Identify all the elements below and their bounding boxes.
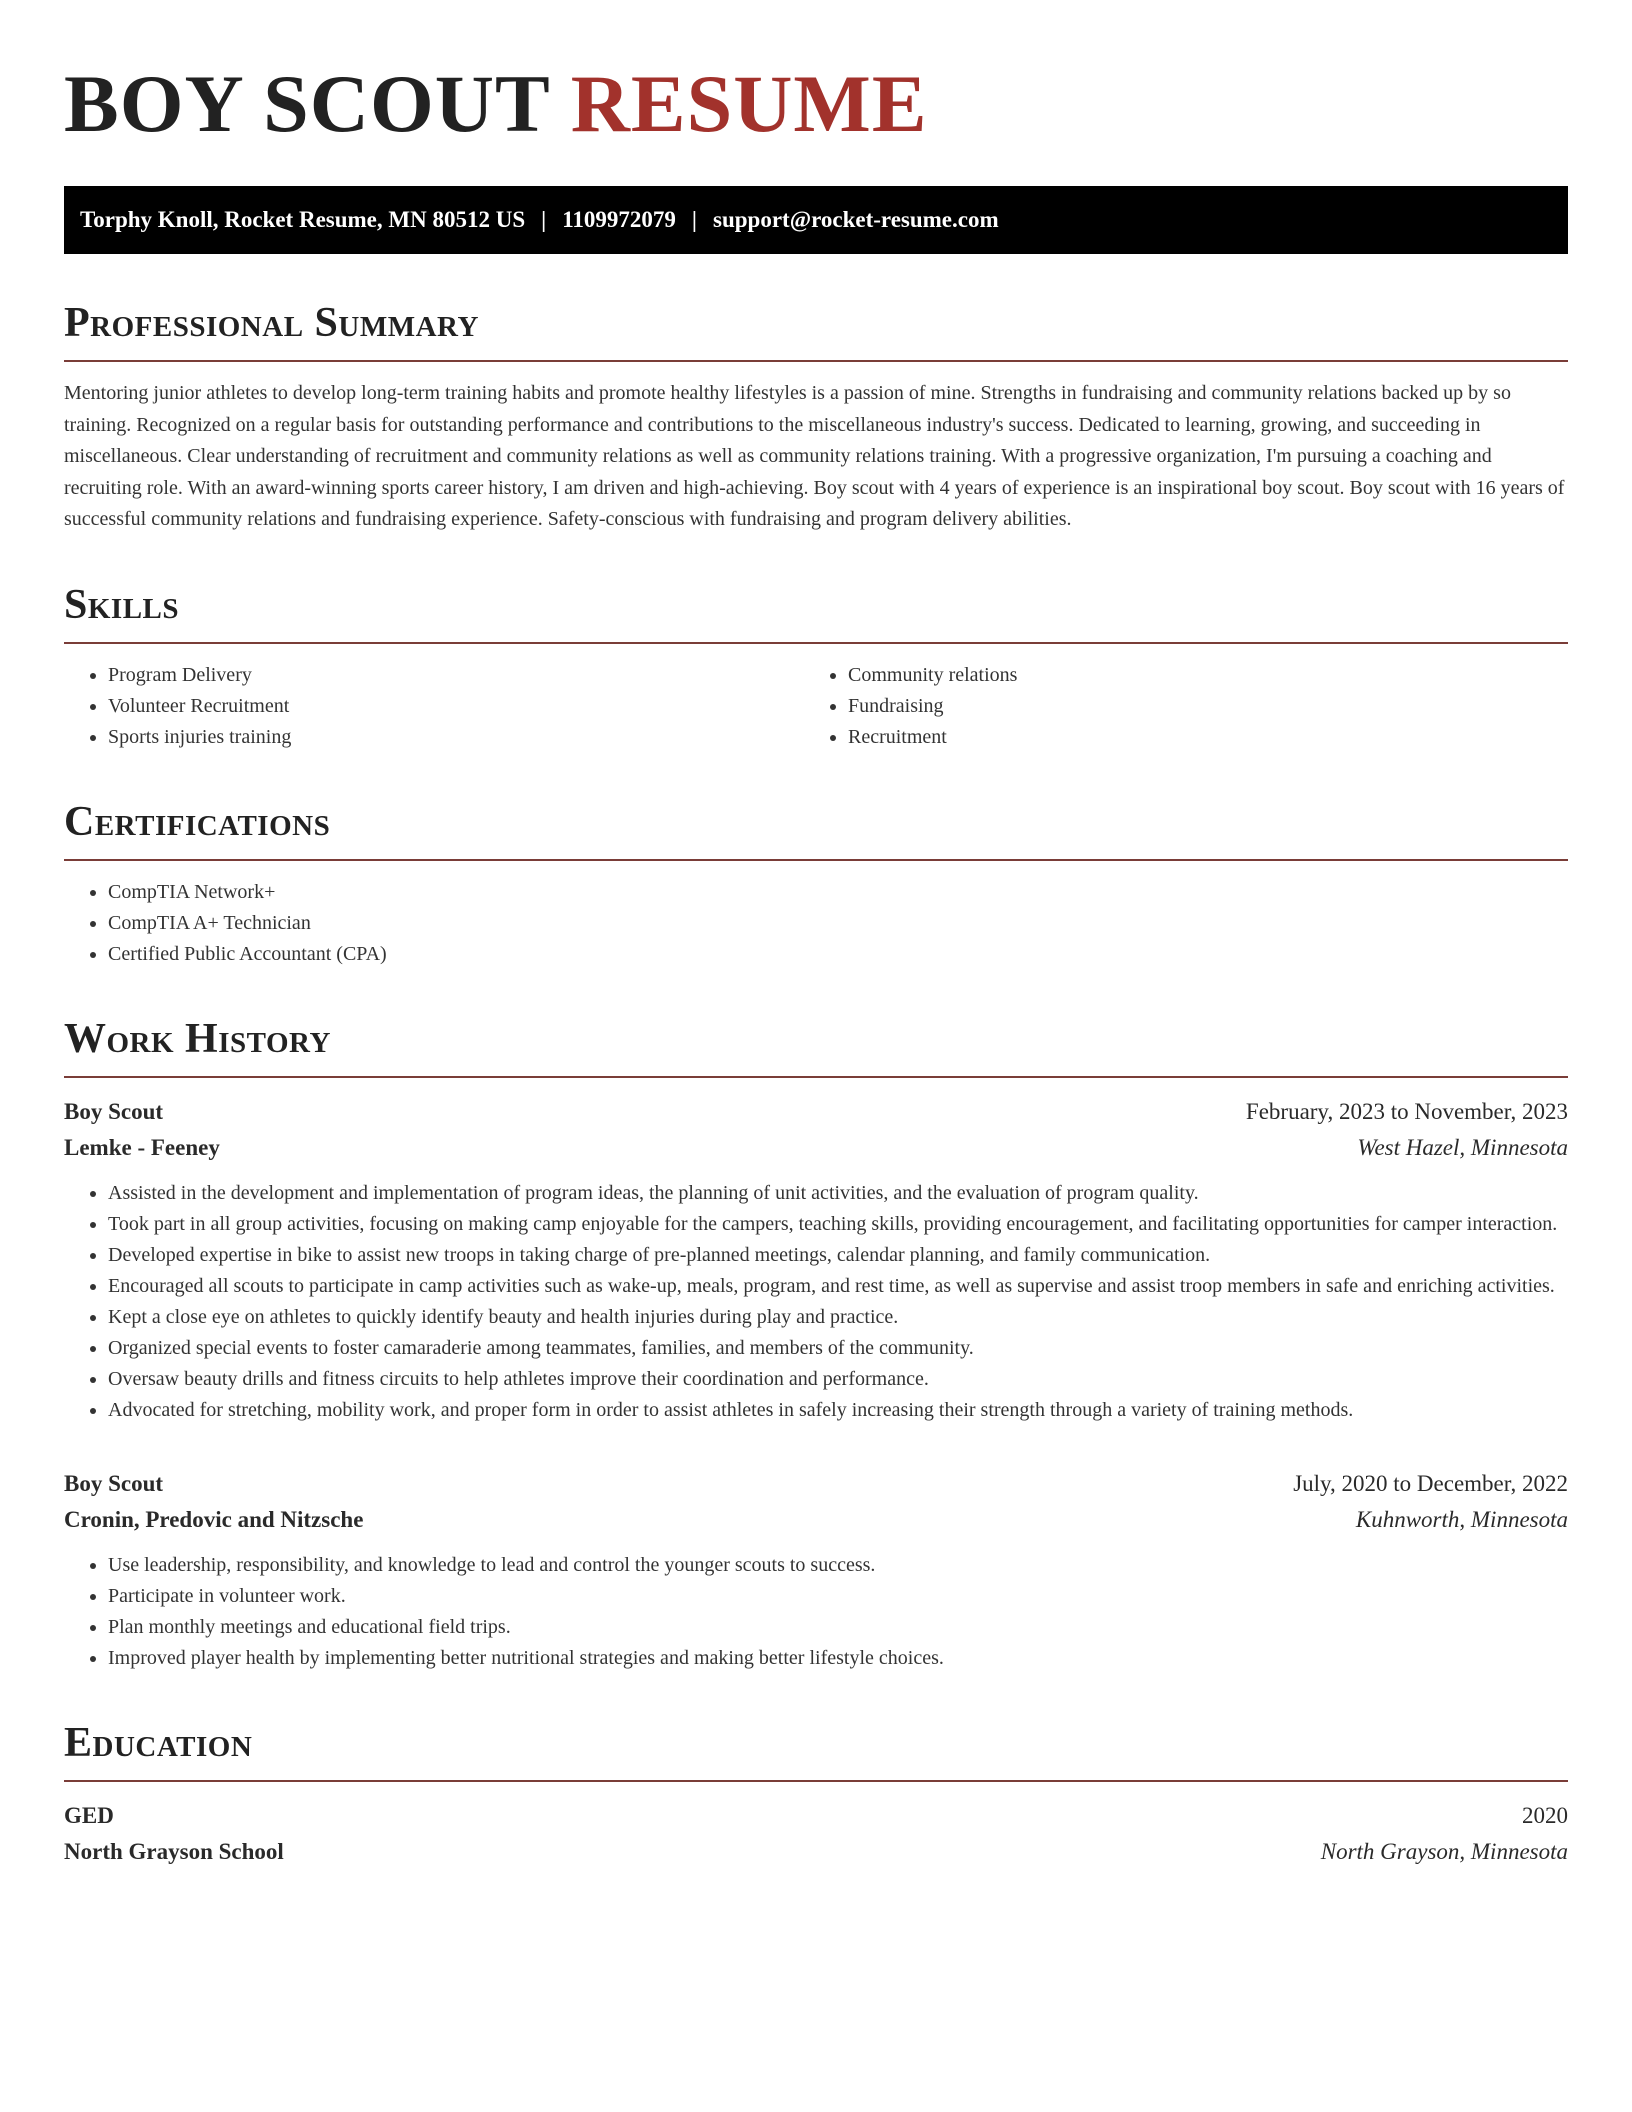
job-bullet: • Improved player health by implementing better nutritional strategies and making better lifestyle choices. bbox=[108, 1643, 1568, 1674]
education-location: North Grayson, Minnesota bbox=[1320, 1838, 1568, 1864]
job-bullet: • Developed expertise in bike to assist new troops in taking charge of pre-planned meetings, calendar planning, and family communication. bbox=[108, 1240, 1568, 1271]
education-school-row bbox=[64, 1834, 1568, 1870]
job-bullets bbox=[64, 1550, 1568, 1674]
job-company-row bbox=[64, 1502, 1568, 1538]
title-main: BOY SCOUT bbox=[64, 58, 550, 149]
skills-grid bbox=[64, 644, 1568, 753]
education-heading: Education bbox=[64, 1718, 1568, 1782]
contact-phone: 1109972079 bbox=[562, 207, 676, 232]
job-location: West Hazel, Minnesota bbox=[1357, 1134, 1568, 1160]
job-company: Cronin, Predovic and Nitzsche bbox=[64, 1506, 364, 1532]
certification-item: • Certified Public Accountant (CPA) bbox=[108, 939, 1568, 970]
job-bullet: • Kept a close eye on athletes to quickly identify beauty and health injuries during play and practice. bbox=[108, 1302, 1568, 1333]
education-entry bbox=[64, 1798, 1568, 1870]
job-location: Kuhnworth, Minnesota bbox=[1355, 1506, 1568, 1532]
job-dates: February, 2023 to November, 2023 bbox=[1245, 1098, 1568, 1124]
skill-item: • Recruitment bbox=[848, 722, 1568, 753]
job-bullet: • Assisted in the development and implementation of program ideas, the planning of unit activities, and the evaluation of program quality. bbox=[108, 1178, 1568, 1209]
job-bullet: • Plan monthly meetings and educational field trips. bbox=[108, 1612, 1568, 1643]
summary-heading: Professional Summary bbox=[64, 298, 1568, 362]
job-header-row bbox=[64, 1094, 1568, 1130]
skill-item: • Community relations bbox=[848, 660, 1568, 691]
job-title: Boy Scout bbox=[64, 1098, 164, 1124]
job-dates: July, 2020 to December, 2022 bbox=[1293, 1470, 1568, 1496]
job-bullet: • Participate in volunteer work. bbox=[108, 1581, 1568, 1612]
education-school: North Grayson School bbox=[64, 1838, 284, 1864]
job-bullet: • Use leadership, responsibility, and knowledge to lead and control the younger scouts to success. bbox=[108, 1550, 1568, 1581]
job-bullet: • Encouraged all scouts to participate in camp activities such as wake-up, meals, program, and rest time, as well as supervise and assist troop members in safe and enriching activities. bbox=[108, 1271, 1568, 1302]
certification-item: • CompTIA A+ Technician bbox=[108, 908, 1568, 939]
skill-item: • Volunteer Recruitment bbox=[108, 691, 804, 722]
education-year: 2020 bbox=[1522, 1802, 1568, 1828]
job-company: Lemke - Feeney bbox=[64, 1134, 220, 1160]
education-degree-row bbox=[64, 1798, 1568, 1834]
job-header-row bbox=[64, 1466, 1568, 1502]
skill-item: • Program Delivery bbox=[108, 660, 804, 691]
work-history-heading: Work History bbox=[64, 1014, 1568, 1078]
contact-separator: | bbox=[541, 207, 547, 232]
skill-item: • Fundraising bbox=[848, 691, 1568, 722]
contact-separator: | bbox=[691, 207, 697, 232]
skills-heading: Skills bbox=[64, 580, 1568, 644]
job-bullet: • Advocated for stretching, mobility work, and proper form in order to assist athletes in safely increasing their strength through a variety of training methods. bbox=[108, 1395, 1568, 1426]
skills-list-right bbox=[804, 660, 1568, 753]
job-bullet: • Organized special events to foster camaraderie among teammates, families, and members of the community. bbox=[108, 1333, 1568, 1364]
job-bullets bbox=[64, 1178, 1568, 1426]
certifications-list bbox=[64, 877, 1568, 970]
certification-item: • CompTIA Network+ bbox=[108, 877, 1568, 908]
page-title bbox=[64, 56, 1568, 152]
contact-email: support@rocket-resume.com bbox=[713, 207, 999, 232]
contact-address: Torphy Knoll, Rocket Resume, MN 80512 US bbox=[80, 207, 526, 232]
title-accent: RESUME bbox=[570, 58, 928, 149]
job-company-row bbox=[64, 1130, 1568, 1166]
job-bullet: • Oversaw beauty drills and fitness circuits to help athletes improve their coordination and performance. bbox=[108, 1364, 1568, 1395]
summary-text: Mentoring junior athletes to develop long-term training habits and promote healthy lifestyles is a passion of mine. Strengths in fundraising and community relations backed up by so training. Recognized on a regular basis for outstanding performance and contributions to the miscellaneous industry's success. Dedicated to learning, growing, and succeeding in miscellaneous. Clear understanding of recruitment and community relations as well as community relations training. With a progressive organization, I'm pursuing a coaching and recruiting role. With an award-winning sports career history, I am driven and high-achieving. Boy scout with 4 years of experience is an inspirational boy scout. Boy scout with 16 years of successful community relations and fundraising experience. Safety-conscious with fundraising and program delivery abilities. bbox=[64, 382, 1565, 530]
job-entry bbox=[64, 1466, 1568, 1674]
skill-item: • Sports injuries training bbox=[108, 722, 804, 753]
job-bullet: • Took part in all group activities, focusing on making camp enjoyable for the campers, teaching skills, providing encouragement, and facilitating opportunities for camper interaction. bbox=[108, 1209, 1568, 1240]
education-degree: GED bbox=[64, 1802, 114, 1828]
contact-bar bbox=[64, 186, 1568, 254]
job-entry bbox=[64, 1094, 1568, 1426]
certifications-heading: Certifications bbox=[64, 797, 1568, 861]
job-title: Boy Scout bbox=[64, 1470, 164, 1496]
skills-list-left bbox=[64, 660, 804, 753]
